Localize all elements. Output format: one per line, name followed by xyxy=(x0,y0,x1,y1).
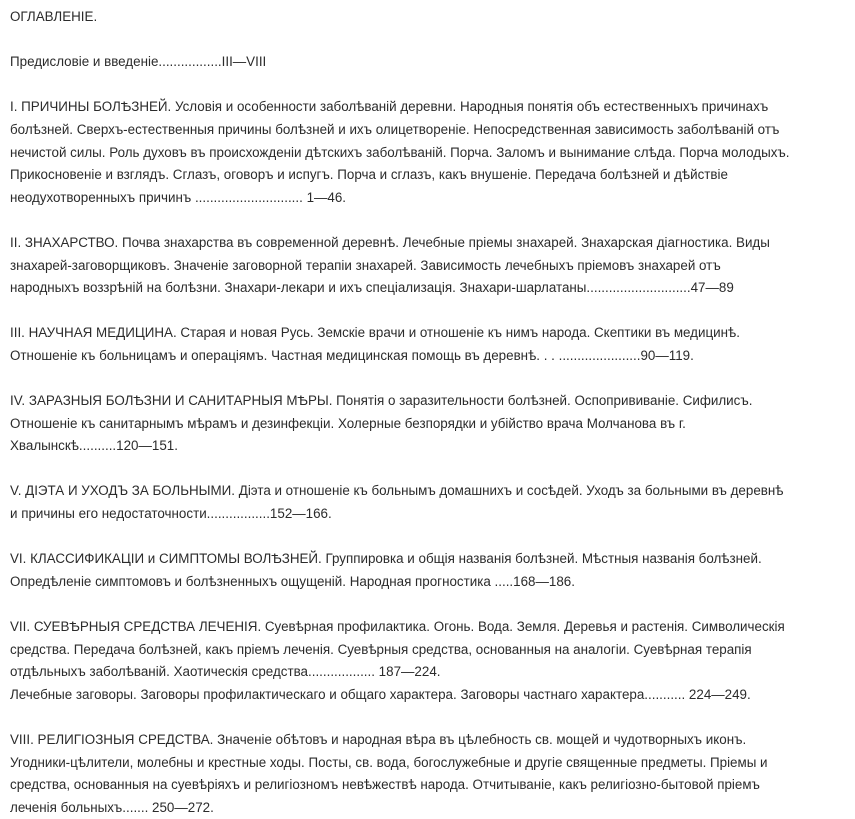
toc-section xyxy=(10,322,843,367)
spacer xyxy=(10,209,843,232)
spacer xyxy=(10,300,843,323)
toc-section-line: Хвалынскѣ..........120—151. xyxy=(10,438,178,454)
toc-section xyxy=(10,729,843,819)
toc-section-line: нечистой силы. Роль духовъ въ происхожденiи дѣтскихъ заболѣванiй. Порча. Заломъ и вынимание слѣда. Порча молодыхъ. xyxy=(10,144,790,160)
toc-section-line: VII. СУЕВѢРНЫЯ СРЕДСТВА ЛЕЧЕНIЯ. Суевѣрная профилактика. Огонь. Вода. Земля. Деревья и растенiя. Символическiя xyxy=(10,619,785,635)
toc-section-line: VI. КЛАССИФИКАЦIИ и СИМПТОМЫ ВОЛѢЗНЕЙ. Группировка и общiя названiя болѣзней. Мѣстныя названiя болѣзней. xyxy=(10,551,762,567)
toc-section xyxy=(10,390,843,458)
toc-section-line: и причины его недостаточности.................152—166. xyxy=(10,506,332,522)
spacer xyxy=(10,29,843,52)
toc-section-line: отдѣльныхъ заболѣванiй. Хаотическiя средства.................. 187—224. xyxy=(10,664,441,680)
toc-section-line: Опредѣленiе симптомовъ и болѣзненныхъ ощущенiй. Народная прогностика .....168—186. xyxy=(10,573,575,589)
toc-section-line: леченiя больныхъ....... 250—272. xyxy=(10,799,214,815)
toc-section xyxy=(10,480,843,525)
spacer xyxy=(10,368,843,391)
toc-preface: Предисловiе и введенiе.................III—VIII xyxy=(10,54,267,70)
toc-section-line: III. НАУЧНАЯ МЕДИЦИНА. Старая и новая Русь. Земскiе врачи и отношенiе къ нимъ народа. Скептики въ медицинѣ. xyxy=(10,325,740,341)
toc-section-line: неодухотворенныхъ причинъ ............................. 1—46. xyxy=(10,189,347,205)
toc-section xyxy=(10,232,843,300)
toc-section-line: II. ЗНАХАРСТВО. Почва знахарства въ современной деревнѣ. Лечебные прiемы знахарей. Знахарская дiагностика. Виды xyxy=(10,234,770,250)
toc-section-line: Отношенiе къ санитарнымъ мѣрамъ и дезинфекцiи. Холерные безпорядки и убiйство врача Молчанова въ г. xyxy=(10,415,686,431)
toc-section-line: Прикосновенiе и взглядъ. Сглазъ, оговоръ и испугъ. Порча и сглазъ, какъ внушенiе. Передача болѣзней и дѣйствiе xyxy=(10,167,728,183)
spacer xyxy=(10,458,843,481)
toc-section-line: Угодники-цѣлители, молебны и крестные ходы. Посты, св. вода, богослужебные и другiе священные предметы. Прiемы и xyxy=(10,754,768,770)
toc-section-line: знахарей-заговорщиковъ. Значенiе заговорной терапiи знахарей. Зависимость лечебныхъ прiемовъ знахарей отъ xyxy=(10,257,721,273)
toc-section-line: Лечебные заговоры. Заговоры профилактическаго и общаго характера. Заговоры частнаго характера........... 224—249. xyxy=(10,686,751,702)
toc-section-line: болѣзней. Сверхъ-естественныя причины болѣзней и ихъ олицетворенiе. Непосредственная зависимость заболѣванiй отъ xyxy=(10,121,780,137)
toc-section xyxy=(10,96,843,209)
spacer xyxy=(10,706,843,729)
toc-section-line: народныхъ воззрѣнiй на болѣзни. Знахари-лекари и ихъ спецiализацiя. Знахари-шарлатаны............................47—89 xyxy=(10,280,734,296)
toc-heading: ОГЛАВЛЕНIЕ. xyxy=(10,9,98,24)
toc-section-line: средства. Передача болѣзней, какъ прiемъ леченiя. Суевѣрныя средства, основанныя на аналогiи. Суевѣрная терапiя xyxy=(10,641,752,657)
toc-section-line: средства, основанныя на суевѣрiяхъ и религiозномъ невѣжествѣ народа. Отчитыванiе, какъ религiозно-бытовой прiемъ xyxy=(10,777,760,793)
spacer xyxy=(10,526,843,549)
toc-section-line: IV. ЗАРАЗНЫЯ БОЛѢЗНИ И САНИТАРНЫЯ МѢРЫ. Понятiя о заразительности болѣзней. Оспопрививанiе. Сифилисъ. xyxy=(10,393,753,409)
toc-section-line: VIII. РЕЛИГIОЗНЫЯ СРЕДСТВА. Значенiе обѣтовъ и народная вѣра въ цѣлебность св. мощей и чудотворныхъ иконъ. xyxy=(10,732,747,747)
toc-sections xyxy=(10,96,843,819)
spacer xyxy=(10,593,843,616)
spacer xyxy=(10,74,843,97)
toc-section xyxy=(10,548,843,593)
toc-section-line: Отношенiе къ больницамъ и операцiямъ. Частная медицинская помощь въ деревнѣ. . . ......................90—119. xyxy=(10,347,694,363)
toc-section-line: V. ДIЭТА И УХОДЪ ЗА БОЛЬНЫМИ. Дiэта и отношенiе къ больнымъ домашнихъ и сосѣдей. Уходъ за больными въ деревнѣ xyxy=(10,483,784,499)
toc-section xyxy=(10,616,843,706)
toc-section-line: I. ПРИЧИНЫ БОЛѢЗНЕЙ. Условiя и особенности заболѣванiй деревни. Народныя понятiя объ естественныхъ причинахъ xyxy=(10,99,769,115)
